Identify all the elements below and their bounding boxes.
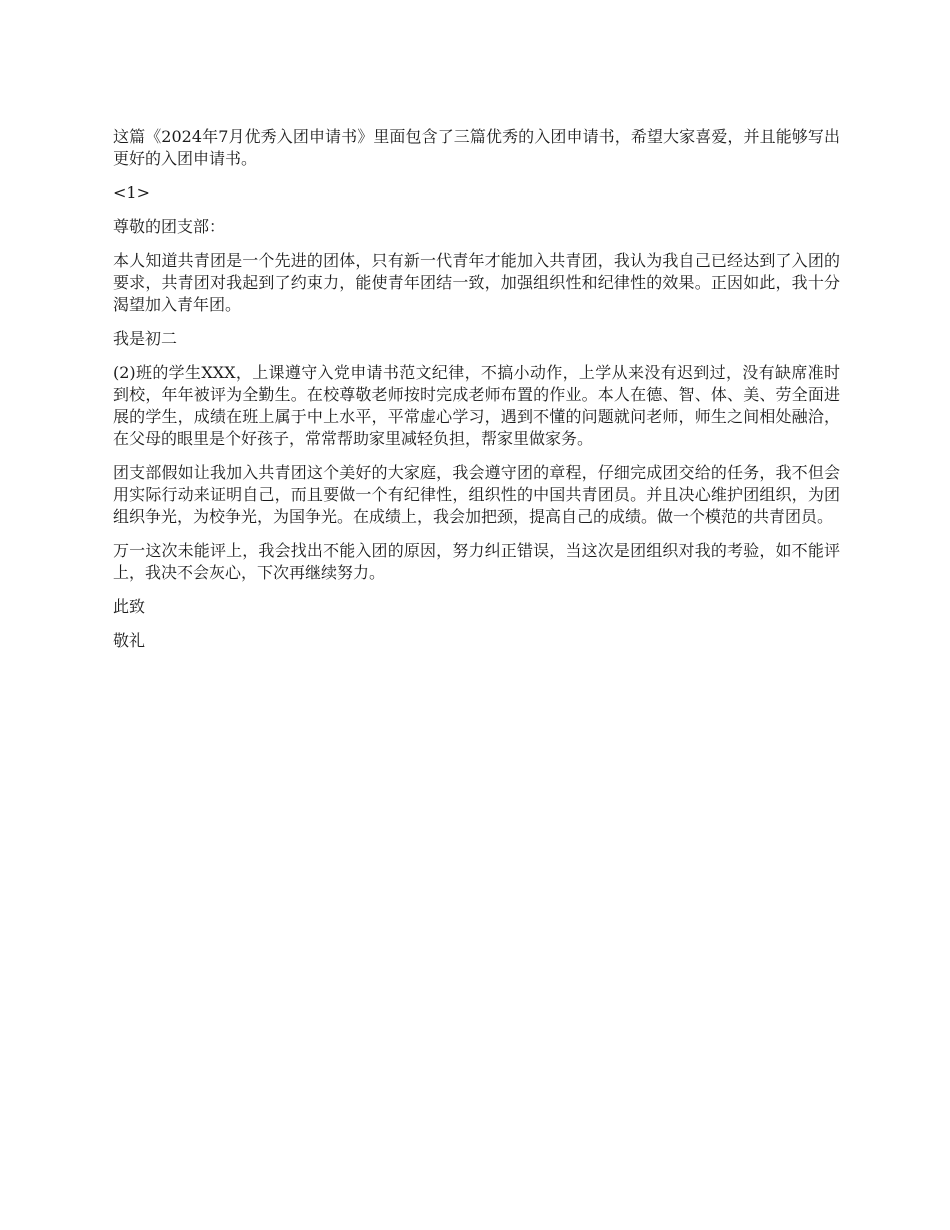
section-number: <1>: [113, 183, 150, 202]
body-paragraph-3: (2)班的学生XXX，上课遵守入党申请书范文纪律，不搞小动作，上学从来没有迟到过，没有缺席准时到校，年年被评为全勤生。在校尊敬老师按时完成老师布置的作业。本人在德、智、体、美、劳全面进展的学生，成绩在班上属于中上水平，平常虚心学习，遇到不懂的问题就问老师，师生之间相处融洽，在父母的眼里是个好孩子，常常帮助家里减轻负担，帮家里做家务。: [113, 363, 840, 448]
body-paragraph-5: 万一这次未能评上，我会找出不能入团的原因，努力纠正错误，当这次是团组织对我的考验，如不能评上，我决不会灰心，下次再继续努力。: [113, 541, 840, 582]
closing-line-1: 此致: [113, 597, 146, 616]
body-paragraph-2: 我是初二: [113, 329, 178, 348]
salutation: 尊敬的团支部：: [113, 217, 226, 236]
intro-paragraph: 这篇《2024年7月优秀入团申请书》里面包含了三篇优秀的入团申请书，希望大家喜爱，并且能够写出更好的入团申请书。: [113, 127, 840, 168]
closing-line-2: 敬礼: [113, 631, 146, 650]
body-paragraph-1: 本人知道共青团是一个先进的团体，只有新一代青年才能加入共青团，我认为我自己已经达到了入团的要求，共青团对我起到了约束力，能使青年团结一致，加强组织性和纪律性的效果。正因如此，我十分渴望加入青年团。: [113, 251, 840, 314]
document-body: [113, 126, 840, 664]
body-paragraph-4: 团支部假如让我加入共青团这个美好的大家庭，我会遵守团的章程，仔细完成团交给的任务，我不但会用实际行动来证明自己，而且要做一个有纪律性，组织性的中国共青团员。并且决心维护团组织，为团组织争光，为校争光，为国争光。在成绩上，我会加把颈，提高自己的成绩。做一个模范的共青团员。: [113, 463, 840, 526]
